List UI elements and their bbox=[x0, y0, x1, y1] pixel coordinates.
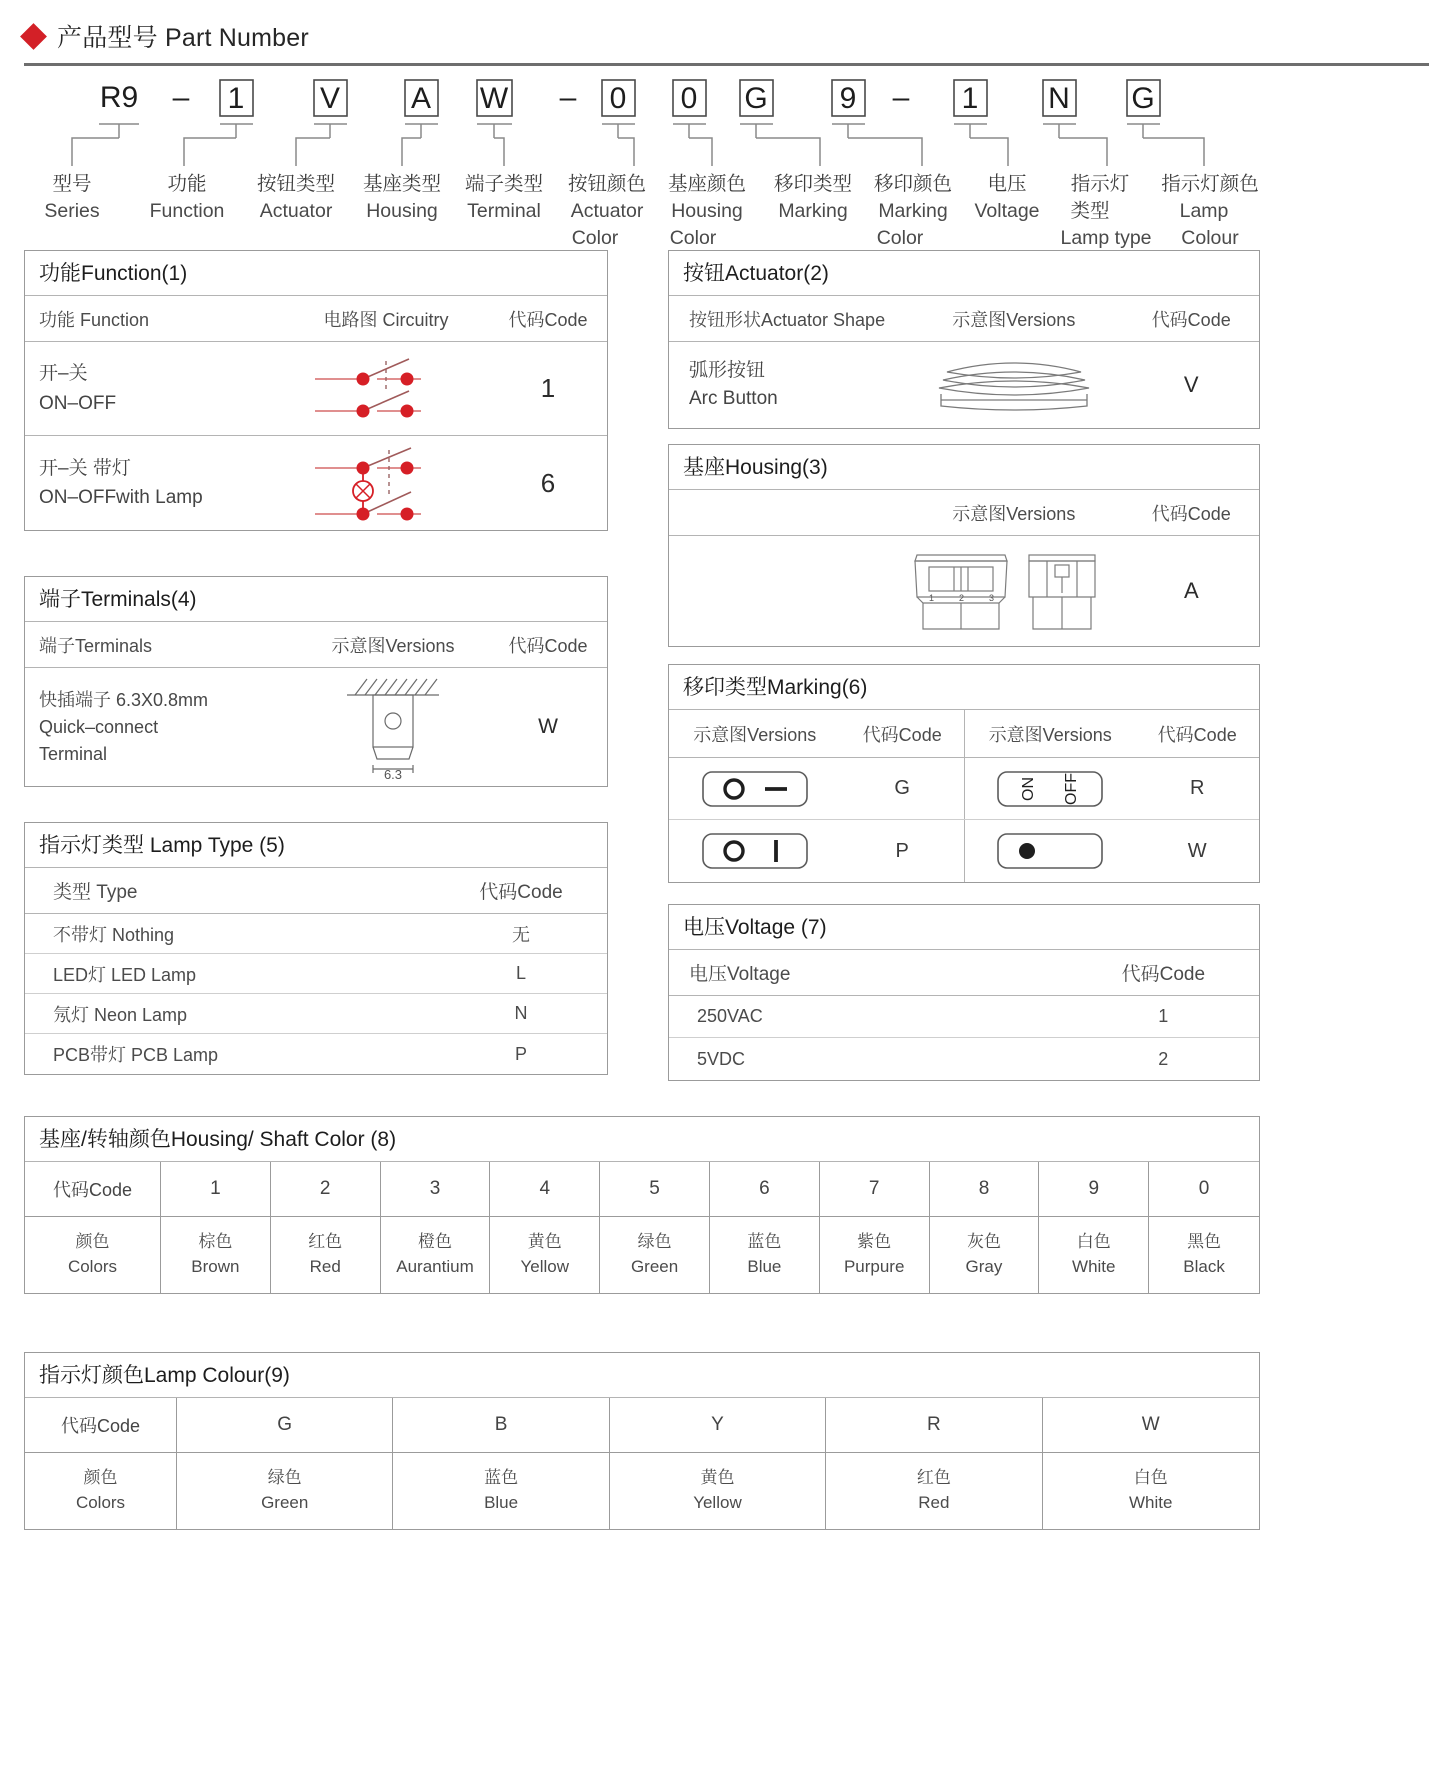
pn-label-lamp-type-cn2: 类型 bbox=[1070, 200, 1110, 222]
function-row-name-cn: 开–关 bbox=[39, 363, 88, 385]
housing-table-title: 基座Housing(3) bbox=[669, 445, 1259, 490]
grid-code-cell: 7 bbox=[820, 1162, 930, 1216]
marking-table bbox=[668, 664, 1260, 883]
grid-color-en: Purpure bbox=[843, 1257, 905, 1277]
function-table-title: 功能Function(1) bbox=[25, 251, 607, 296]
table-row bbox=[25, 954, 607, 994]
housing-diagram bbox=[904, 541, 1124, 641]
filled-dot-icon bbox=[996, 830, 1104, 872]
pn-label-lamp-type-en: Lamp type bbox=[1060, 227, 1152, 249]
table-row bbox=[669, 820, 1259, 882]
grid-code-cell: B bbox=[393, 1398, 609, 1452]
pn-label-lamp-colour-en: Lamp bbox=[1179, 200, 1229, 222]
grid-color-cell bbox=[271, 1217, 381, 1293]
grid-color-cn: 绿色 bbox=[267, 1468, 302, 1488]
function-row-name bbox=[25, 454, 283, 513]
pn-label-housing-color-en: Housing bbox=[671, 200, 743, 222]
terminals-header-versions: 示意图Versions bbox=[331, 635, 455, 656]
table-row bbox=[669, 342, 1259, 428]
pn-code-housing-color: 0 bbox=[680, 82, 698, 115]
pn-label-housing-en: Housing bbox=[366, 200, 438, 222]
pn-code-actuator-color: 0 bbox=[609, 82, 627, 115]
terminals-table-header bbox=[25, 622, 607, 668]
grid-color-cell bbox=[1043, 1453, 1259, 1529]
lamp-type-row-type: LED灯 LED Lamp bbox=[53, 964, 197, 985]
pn-label-function-en: Function bbox=[149, 200, 225, 222]
grid-code-cell: 9 bbox=[1039, 1162, 1149, 1216]
pn-label-actuator-color-en2: Color bbox=[571, 227, 619, 249]
pn-code-function: 1 bbox=[227, 82, 245, 115]
terminals-row-name-line1: 快插端子 6.3X0.8mm bbox=[39, 689, 209, 710]
terminals-table-title: 端子Terminals(4) bbox=[25, 577, 607, 622]
pn-label-marking-cn: 移印类型 bbox=[773, 173, 853, 195]
actuator-diagram bbox=[904, 354, 1123, 416]
lead-marking-color bbox=[832, 124, 922, 166]
pn-label-voltage-en: Voltage bbox=[974, 200, 1040, 222]
circle-dash-icon bbox=[701, 768, 809, 810]
pn-code-series: R9 bbox=[99, 81, 139, 114]
grid-color-en: Brown bbox=[191, 1257, 240, 1277]
part-number-decoder bbox=[24, 62, 1429, 249]
pn-label-marking-color-en: Marking bbox=[878, 200, 948, 222]
grid-label-colors-en: Colors bbox=[67, 1257, 118, 1277]
housing-pin-label-2: 2 bbox=[958, 593, 964, 604]
housing-table bbox=[668, 444, 1260, 647]
terminals-header-name: 端子Terminals bbox=[39, 635, 153, 656]
grid-label-colors-en: Colors bbox=[75, 1493, 126, 1513]
grid-color-en: Aurantium bbox=[396, 1257, 474, 1277]
table-row bbox=[25, 994, 607, 1034]
pn-label-terminal-en: Terminal bbox=[467, 200, 541, 222]
actuator-table-header bbox=[669, 296, 1259, 342]
grid-color-cn: 紫色 bbox=[857, 1232, 892, 1252]
grid-color-en: Blue bbox=[484, 1493, 519, 1513]
function-row-name bbox=[25, 359, 283, 418]
grid-color-en: Green bbox=[630, 1257, 679, 1277]
part-number-svg bbox=[24, 62, 1429, 249]
quick-connect-terminal-icon bbox=[333, 673, 453, 781]
terminals-header-code: 代码Code bbox=[508, 635, 588, 656]
lamp-type-row-code: P bbox=[514, 1043, 527, 1064]
pn-code-lamp-type: N bbox=[1048, 82, 1070, 115]
lamp-type-title: 指示灯类型 Lamp Type (5) bbox=[25, 823, 607, 868]
pn-code-housing: A bbox=[410, 82, 432, 115]
pn-label-lamp-colour-en2: Colour bbox=[1181, 227, 1239, 249]
grid-code-cell: 0 bbox=[1198, 1178, 1210, 1200]
actuator-header-code: 代码Code bbox=[1151, 309, 1231, 330]
grid-label-colors bbox=[25, 1453, 177, 1529]
grid-color-en: Red bbox=[309, 1257, 341, 1277]
lead-voltage bbox=[954, 124, 1008, 166]
grid-code-cell: 5 bbox=[600, 1162, 710, 1216]
actuator-header-versions: 示意图Versions bbox=[952, 309, 1076, 330]
grid-color-cell bbox=[610, 1453, 826, 1529]
grid-color-cell bbox=[600, 1217, 710, 1293]
voltage-row-code: 2 bbox=[1158, 1048, 1169, 1069]
lead-lamp-colour bbox=[1127, 124, 1204, 166]
marking-header-code-right: 代码Code bbox=[1157, 724, 1237, 745]
grid-color-en: Yellow bbox=[693, 1493, 742, 1513]
grid-color-cn: 绿色 bbox=[637, 1232, 672, 1252]
actuator-header-shape: 按钮形状Actuator Shape bbox=[689, 309, 886, 330]
actuator-row-shape-en: Arc Button bbox=[689, 388, 778, 410]
voltage-header-code: 代码Code bbox=[1121, 964, 1206, 986]
marking-row-code-right: R bbox=[1189, 777, 1205, 800]
page-header bbox=[24, 18, 1429, 66]
voltage-table-title: 电压Voltage (7) bbox=[669, 905, 1259, 950]
pn-code-lamp-colour: G bbox=[1131, 82, 1155, 115]
housing-body-icon bbox=[899, 541, 1129, 641]
pn-label-terminal-cn: 端子类型 bbox=[464, 173, 544, 195]
grid-color-en: Red bbox=[918, 1493, 950, 1513]
voltage-table bbox=[668, 904, 1260, 1081]
grid-color-cell bbox=[930, 1217, 1040, 1293]
lamp-type-header-code: 代码Code bbox=[479, 882, 563, 904]
diamond-bullet-icon bbox=[20, 23, 47, 50]
function-header-name: 功能 Function bbox=[39, 309, 150, 330]
pn-label-function-cn: 功能 bbox=[167, 173, 207, 195]
grid-color-cn: 蓝色 bbox=[747, 1232, 782, 1252]
pn-separator-2: – bbox=[559, 81, 577, 114]
lamp-colour-table bbox=[24, 1352, 1260, 1530]
lead-lamp-type bbox=[1043, 124, 1107, 166]
grid-code-cell: G bbox=[177, 1398, 393, 1452]
terminal-dimension-label: 6.3 bbox=[383, 767, 403, 783]
table-row bbox=[669, 758, 1259, 820]
lamp-type-header-type: 类型 Type bbox=[53, 882, 138, 904]
housing-header-code: 代码Code bbox=[1151, 503, 1231, 524]
circle-bar-icon bbox=[701, 830, 809, 872]
grid-code-cell: 1 bbox=[161, 1162, 271, 1216]
function-row-name-en: ON–OFFwith Lamp bbox=[39, 487, 203, 509]
pn-code-terminal: W bbox=[479, 82, 509, 115]
lamp-type-table bbox=[24, 822, 608, 1075]
actuator-row-shape-cn: 弧形按钮 bbox=[689, 359, 766, 381]
pn-label-marking-color-en2: Color bbox=[876, 227, 924, 249]
marking-row-code-right: W bbox=[1187, 839, 1207, 862]
grid-color-cell bbox=[710, 1217, 820, 1293]
pn-label-actuator-color-cn: 按钮颜色 bbox=[567, 173, 647, 195]
pn-label-actuator-cn: 按钮类型 bbox=[256, 173, 336, 195]
grid-color-cn: 蓝色 bbox=[484, 1468, 519, 1488]
pn-label-series-en: Series bbox=[44, 200, 100, 222]
function-row-code: 1 bbox=[540, 373, 556, 404]
pn-code-actuator: V bbox=[319, 82, 341, 115]
grid-color-en: Gray bbox=[965, 1257, 1003, 1277]
pn-label-actuator-en: Actuator bbox=[259, 200, 333, 222]
grid-color-cn: 白色 bbox=[1133, 1468, 1168, 1488]
lamp-type-header bbox=[25, 868, 607, 914]
grid-color-cn: 棕色 bbox=[198, 1232, 233, 1252]
grid-color-cell bbox=[1149, 1217, 1259, 1293]
grid-color-en: Yellow bbox=[520, 1257, 570, 1277]
table-row bbox=[669, 1038, 1259, 1080]
grid-color-cn: 黑色 bbox=[1187, 1232, 1222, 1252]
table-row bbox=[25, 668, 607, 786]
voltage-row-value: 250VAC bbox=[697, 1006, 763, 1027]
voltage-row-code: 1 bbox=[1158, 1006, 1169, 1027]
lamp-colour-title: 指示灯颜色Lamp Colour(9) bbox=[25, 1353, 1259, 1398]
housing-pin-label-3: 3 bbox=[988, 593, 994, 604]
terminals-row-name bbox=[25, 687, 297, 768]
housing-header-versions: 示意图Versions bbox=[952, 503, 1076, 524]
table-row bbox=[669, 536, 1259, 646]
grid-color-en: White bbox=[1129, 1493, 1173, 1513]
lamp-type-row-type: 氖灯 Neon Lamp bbox=[53, 1004, 188, 1025]
grid-color-en: Black bbox=[1183, 1257, 1225, 1277]
pn-label-housing-cn: 基座类型 bbox=[362, 173, 442, 195]
lead-function bbox=[184, 124, 253, 166]
housing-shaft-color-color-row bbox=[25, 1217, 1259, 1293]
function-header-circuitry: 电路图 Circuitry bbox=[323, 309, 449, 330]
grid-code-cell: 2 bbox=[271, 1162, 381, 1216]
lead-actuator bbox=[296, 124, 347, 166]
housing-row-code: A bbox=[1184, 578, 1199, 604]
terminals-table bbox=[24, 576, 608, 787]
grid-color-cell bbox=[177, 1453, 393, 1529]
function-table bbox=[24, 250, 608, 531]
circuit-diagram-spdt-lamp bbox=[283, 440, 489, 526]
marking-row-code-left: G bbox=[894, 777, 910, 800]
marking-symbol-filled-dot bbox=[964, 820, 1135, 882]
grid-code-cell: 8 bbox=[930, 1162, 1040, 1216]
table-row bbox=[25, 914, 607, 954]
lead-terminal bbox=[477, 124, 512, 166]
grid-code-cell: R bbox=[826, 1398, 1042, 1452]
marking-symbol-circle-bar bbox=[669, 820, 840, 882]
marking-header-versions-left: 示意图Versions bbox=[693, 724, 817, 745]
pn-label-marking-en: Marking bbox=[778, 200, 848, 222]
terminals-row-name-line3: Terminal bbox=[39, 743, 108, 764]
grid-label-colors-cn: 颜色 bbox=[75, 1232, 110, 1252]
marking-off-label: OFF bbox=[1063, 772, 1081, 805]
lead-housing-color bbox=[673, 124, 712, 166]
table-row bbox=[25, 342, 607, 436]
grid-color-cn: 灰色 bbox=[966, 1232, 1001, 1252]
page-title bbox=[57, 18, 309, 54]
spdt-switch-lamp-icon bbox=[301, 440, 471, 526]
lamp-type-row-type: PCB带灯 PCB Lamp bbox=[53, 1045, 219, 1066]
pn-label-housing-color-en2: Color bbox=[669, 227, 717, 249]
grid-color-cn: 红色 bbox=[916, 1468, 951, 1488]
marking-row-code-left: P bbox=[895, 839, 909, 862]
marking-header-versions-right: 示意图Versions bbox=[964, 710, 1135, 757]
terminals-row-name-line2: Quick–connect bbox=[39, 716, 159, 737]
function-row-name-cn: 开–关 带灯 bbox=[39, 457, 131, 479]
grid-color-cell bbox=[161, 1217, 271, 1293]
pn-separator-1: – bbox=[172, 81, 190, 114]
pn-label-housing-color-cn: 基座颜色 bbox=[667, 173, 747, 195]
actuator-table-title: 按钮Actuator(2) bbox=[669, 251, 1259, 296]
grid-color-en: Blue bbox=[747, 1257, 782, 1277]
lamp-type-row-code: 无 bbox=[512, 924, 530, 945]
voltage-table-header bbox=[669, 950, 1259, 996]
table-row bbox=[25, 1034, 607, 1074]
grid-color-cn: 黄色 bbox=[527, 1232, 562, 1252]
pn-code-voltage: 1 bbox=[961, 82, 979, 115]
lamp-type-row-code: N bbox=[514, 1003, 528, 1024]
lead-series bbox=[72, 124, 139, 166]
grid-label-code: 代码Code bbox=[25, 1162, 161, 1216]
lamp-type-row-code: L bbox=[515, 963, 526, 984]
actuator-table bbox=[668, 250, 1260, 429]
on-off-rotated-icon bbox=[996, 768, 1104, 810]
grid-color-cn: 黄色 bbox=[700, 1468, 735, 1488]
grid-label-colors-cn: 颜色 bbox=[83, 1468, 118, 1488]
grid-color-cell bbox=[381, 1217, 491, 1293]
grid-color-cell bbox=[490, 1217, 600, 1293]
lead-housing bbox=[402, 124, 438, 166]
terminals-row-code: W bbox=[538, 715, 558, 739]
housing-shaft-color-code-row bbox=[25, 1162, 1259, 1217]
marking-symbol-on-off bbox=[964, 758, 1135, 819]
actuator-row-shape bbox=[669, 357, 904, 414]
marking-header-code-left: 代码Code bbox=[862, 724, 942, 745]
housing-table-header bbox=[669, 490, 1259, 536]
grid-code-cell: 3 bbox=[381, 1162, 491, 1216]
housing-shaft-color-title: 基座/转轴颜色Housing/ Shaft Color (8) bbox=[25, 1117, 1259, 1162]
pn-label-marking-color-cn: 移印颜色 bbox=[873, 173, 953, 195]
marking-symbol-circle-dash bbox=[669, 758, 840, 819]
grid-label-code: 代码Code bbox=[25, 1398, 177, 1452]
page-title-en: Part Number bbox=[164, 24, 309, 52]
housing-shaft-color-table bbox=[24, 1116, 1260, 1294]
grid-code-cell: W bbox=[1141, 1414, 1160, 1436]
housing-pin-label-1: 1 bbox=[928, 593, 934, 604]
grid-color-cell bbox=[1039, 1217, 1149, 1293]
grid-color-cell bbox=[820, 1217, 930, 1293]
function-header-code: 代码Code bbox=[508, 309, 588, 330]
grid-color-en: Green bbox=[261, 1493, 309, 1513]
pn-label-series-cn: 型号 bbox=[52, 173, 92, 195]
lead-actuator-color bbox=[602, 124, 635, 166]
circuit-diagram-spdt bbox=[283, 349, 489, 429]
marking-table-title: 移印类型Marking(6) bbox=[669, 665, 1259, 710]
lamp-colour-code-row bbox=[25, 1398, 1259, 1453]
pn-label-actuator-color-en: Actuator bbox=[570, 200, 644, 222]
page-title-cn: 产品型号 bbox=[57, 24, 158, 52]
grid-code-cell: 6 bbox=[710, 1162, 820, 1216]
voltage-row-value: 5VDC bbox=[697, 1048, 746, 1069]
function-row-code: 6 bbox=[540, 467, 556, 498]
terminal-diagram bbox=[297, 673, 489, 781]
pn-label-lamp-colour-cn: 指示灯颜色 bbox=[1161, 173, 1259, 195]
lamp-type-row-type: 不带灯 Nothing bbox=[53, 924, 175, 945]
marking-table-header bbox=[669, 710, 1259, 758]
grid-color-cn: 红色 bbox=[308, 1232, 343, 1252]
pn-label-voltage-cn: 电压 bbox=[987, 173, 1027, 195]
grid-color-cn: 橙色 bbox=[417, 1232, 452, 1252]
grid-code-cell: 4 bbox=[490, 1162, 600, 1216]
voltage-header-voltage: 电压Voltage bbox=[689, 964, 791, 986]
table-row bbox=[669, 996, 1259, 1038]
pn-separator-3: – bbox=[892, 81, 910, 114]
function-table-header bbox=[25, 296, 607, 342]
pn-label-lamp-type-cn: 指示灯 bbox=[1070, 173, 1130, 195]
grid-color-en: White bbox=[1072, 1257, 1116, 1277]
arc-button-icon bbox=[921, 354, 1107, 416]
grid-code-cell: Y bbox=[610, 1398, 826, 1452]
pn-code-marking: G bbox=[744, 82, 768, 115]
marking-on-label: ON bbox=[1020, 776, 1038, 801]
function-row-name-en: ON–OFF bbox=[39, 392, 117, 414]
table-row bbox=[25, 436, 607, 530]
lead-marking bbox=[740, 124, 820, 166]
actuator-row-code: V bbox=[1183, 372, 1199, 398]
grid-label-colors bbox=[25, 1217, 161, 1293]
spdt-switch-icon bbox=[301, 349, 471, 429]
grid-color-cell bbox=[393, 1453, 609, 1529]
grid-color-cn: 白色 bbox=[1076, 1232, 1111, 1252]
lamp-colour-color-row bbox=[25, 1453, 1259, 1529]
pn-code-marking-color: 9 bbox=[839, 82, 857, 115]
grid-color-cell bbox=[826, 1453, 1042, 1529]
